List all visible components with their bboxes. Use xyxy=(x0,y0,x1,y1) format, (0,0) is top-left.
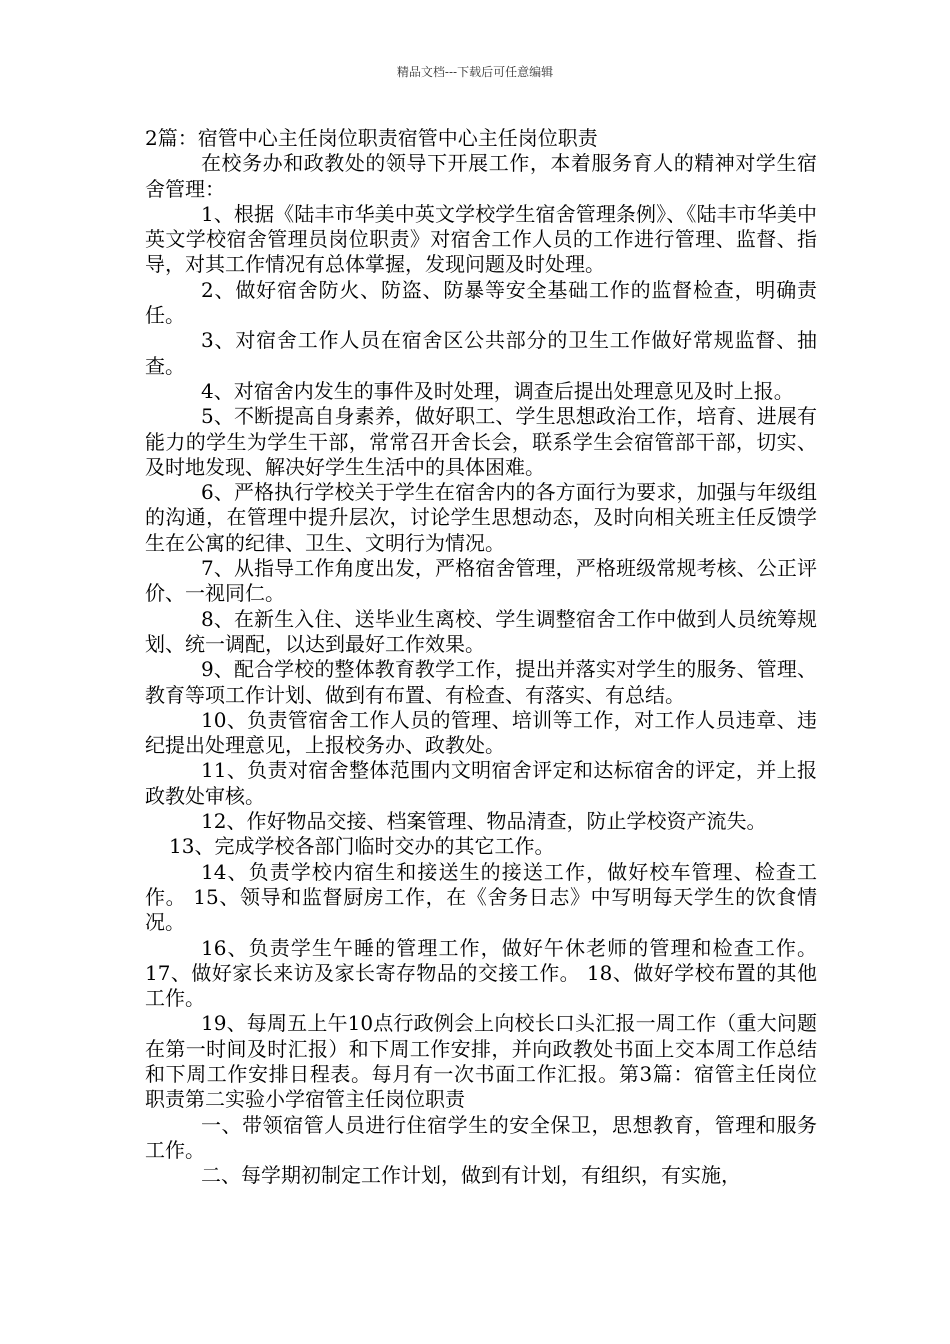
paragraph-item-6: 6、严格执行学校关于学生在宿舍内的各方面行为要求，加强与年级组的沟通，在管理中提升层次，讨论学生思想动态，及时向相关班主任反馈学生在公寓的纪律、卫生、文明行为情况。 xyxy=(145,480,817,555)
paragraph-item-2: 2、做好宿舍防火、防盗、防暴等安全基础工作的监督检查，明确责任。 xyxy=(145,277,817,328)
paragraph-item-3: 3、对宿舍工作人员在宿舍区公共部分的卫生工作做好常规监督、抽查。 xyxy=(145,328,817,378)
paragraph-item-1: 1、根据《陆丰市华美中英文学校学生宿舍管理条例》、《陆丰市华美中英文学校宿舍管理员岗位职责》对宿舍工作人员的工作进行管理、监督、指导，对其工作情况有总体掌握，发现问题及时处理。 xyxy=(145,201,817,277)
paragraph-item-11: 11、负责对宿舍整体范围内文明宿舍评定和达标宿舍的评定，并上报政教处审核。 xyxy=(145,758,817,808)
paragraph-item-7: 7、从指导工作角度出发，严格宿舍管理，严格班级常规考核、公正评价、一视同仁。 xyxy=(145,556,817,606)
paragraph-item-9: 9、配合学校的整体教育教学工作，提出并落实对学生的服务、管理、教育等项工作计划、做到有布置、有检查、有落实、有总结。 xyxy=(145,657,817,707)
paragraph-item-12: 12、作好物品交接、档案管理、物品清查，防止学校资产流失。 xyxy=(201,809,767,834)
paragraph-section3-item-1: 一、带领宿管人员进行住宿学生的安全保卫，思想教育，管理和服务工作。 xyxy=(145,1112,817,1162)
paragraph-item-4: 4、对宿舍内发生的事件及时处理，调查后提出处理意见及时上报。 xyxy=(201,378,794,403)
document-title: 2篇：宿管中心主任岗位职责宿管中心主任岗位职责 xyxy=(145,126,598,150)
paragraph-item-14-15: 14、负责学校内宿生和接送生的接送工作，做好校车管理、检查工作。 15、领导和监督厨房工作，在《舍务日志》中写明每天学生的饮食情况。 xyxy=(145,859,817,935)
paragraph-item-5: 5、不断提高自身素养，做好职工、学生思想政治工作，培育、进展有能力的学生为学生干部，常常召开舍长会，联系学生会宿管部干部，切实、及时地发现、解决好学生生活中的具体困难。 xyxy=(145,404,817,479)
paragraph-intro: 在校务办和政教处的领导下开展工作，本着服务育人的精神对学生宿舍管理： xyxy=(145,151,817,201)
paragraph-item-13: 13、完成学校各部门临时交办的其它工作。 xyxy=(169,834,555,859)
paragraph-item-10: 10、负责管宿舍工作人员的管理、培训等工作，对工作人员违章、违纪提出处理意见，上报校务办、政教处。 xyxy=(145,707,817,758)
paragraph-item-8: 8、在新生入住、送毕业生离校、学生调整宿舍工作中做到人员统筹规划、统一调配，以达到最好工作效果。 xyxy=(145,606,817,656)
paragraph-item-19: 19、每周五上午10点行政例会上向校长口头汇报一周工作（重大问题在第一时间及时汇报）和下周工作安排，并向政教处书面上交本周工作总结和下周工作安排日程表。每月有一次书面工作汇报。第3篇：宿管主任岗位职责第二实验小学宿管主任岗位职责 xyxy=(145,1011,817,1112)
document-body xyxy=(145,126,817,1188)
paragraph-section3-item-2: 二、每学期初制定工作计划，做到有计划，有组织，有实施， xyxy=(201,1163,741,1188)
paragraph-item-16-18: 16、负责学生午睡的管理工作，做好午休老师的管理和检查工作。 17、做好家长来访及家长寄存物品的交接工作。 18、做好学校布置的其他工作。 xyxy=(145,935,817,1011)
page-header: 精品文档---下载后可任意编辑 xyxy=(396,65,554,79)
